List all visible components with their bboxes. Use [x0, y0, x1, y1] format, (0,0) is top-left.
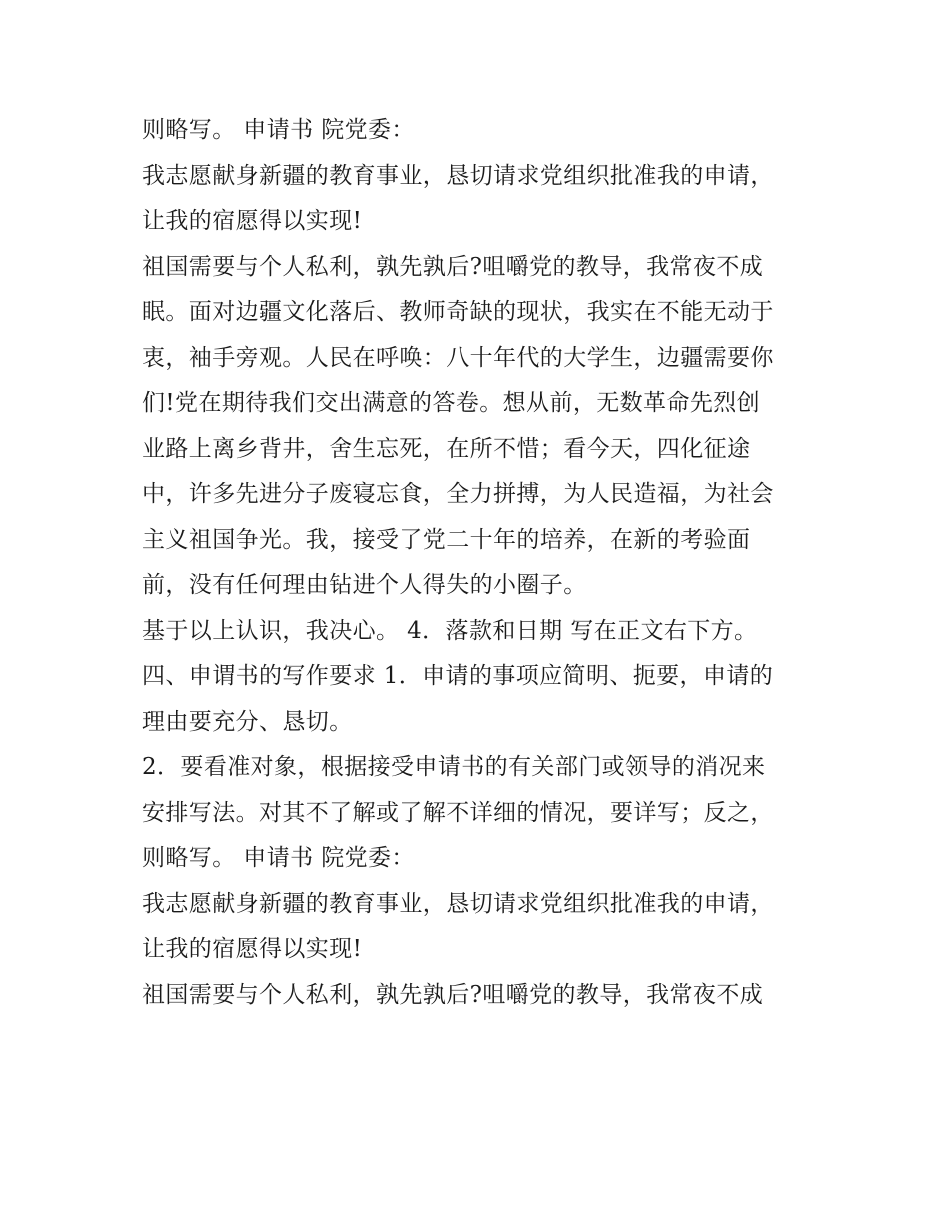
text-line: 衷，袖手旁观。人民在呼唤：八十年代的大学生，边疆需要你: [142, 344, 774, 371]
text-line: 让我的宿愿得以实现!: [142, 208, 363, 234]
text-line: 我志愿献身新疆的教育事业，恳切请求党组织批准我的申请，: [142, 162, 774, 189]
document-body: [142, 108, 832, 1018]
text-line: 基于以上认识，我决心。 4．落款和日期 写在正文右下方。: [142, 617, 758, 644]
text-line: 让我的宿愿得以实现!: [142, 936, 363, 962]
text-line: 2．要看准对象，根据接受申请书的有关部门或领导的消况来: [142, 754, 766, 780]
text-line: 安排写法。对其不了解或了解不详细的情况，要详写；反之，: [142, 799, 774, 826]
text-line: 我志愿献身新疆的教育事业，恳切请求党组织批准我的申请，: [142, 890, 774, 917]
text-line: 眠。面对边疆文化落后、教师奇缺的现状，我实在不能无动于: [142, 299, 774, 325]
text-line: 四、申谓书的写作要求 1．申请的事项应简明、扼要，申请的: [142, 663, 774, 689]
text-line: 中，许多先进分子废寝忘食，全力拼搏，为人民造福，为社会: [142, 481, 774, 507]
text-line: 理由要充分、恳切。: [142, 708, 353, 735]
text-line: 则略写。 申请书 院党委：: [142, 117, 415, 143]
text-line: 前，没有任何理由钻进个人得失的小圈子。: [142, 572, 587, 598]
text-line: 祖国需要与个人私利，孰先孰后?咀嚼党的教导，我常夜不成: [142, 981, 764, 1008]
text-line: 们!党在期待我们交出满意的答卷。想从前，无数革命先烈创: [142, 390, 761, 416]
text-line: 主义祖国争光。我，接受了党二十年的培养，在新的考验面: [142, 526, 751, 553]
text-line: 业路上离乡背井，舍生忘死，在所不惜；看今天，四化征途: [142, 435, 751, 462]
text-line: 祖国需要与个人私利，孰先孰后?咀嚼党的教导，我常夜不成: [142, 253, 764, 280]
text-line: 则略写。 申请书 院党委：: [142, 845, 415, 871]
